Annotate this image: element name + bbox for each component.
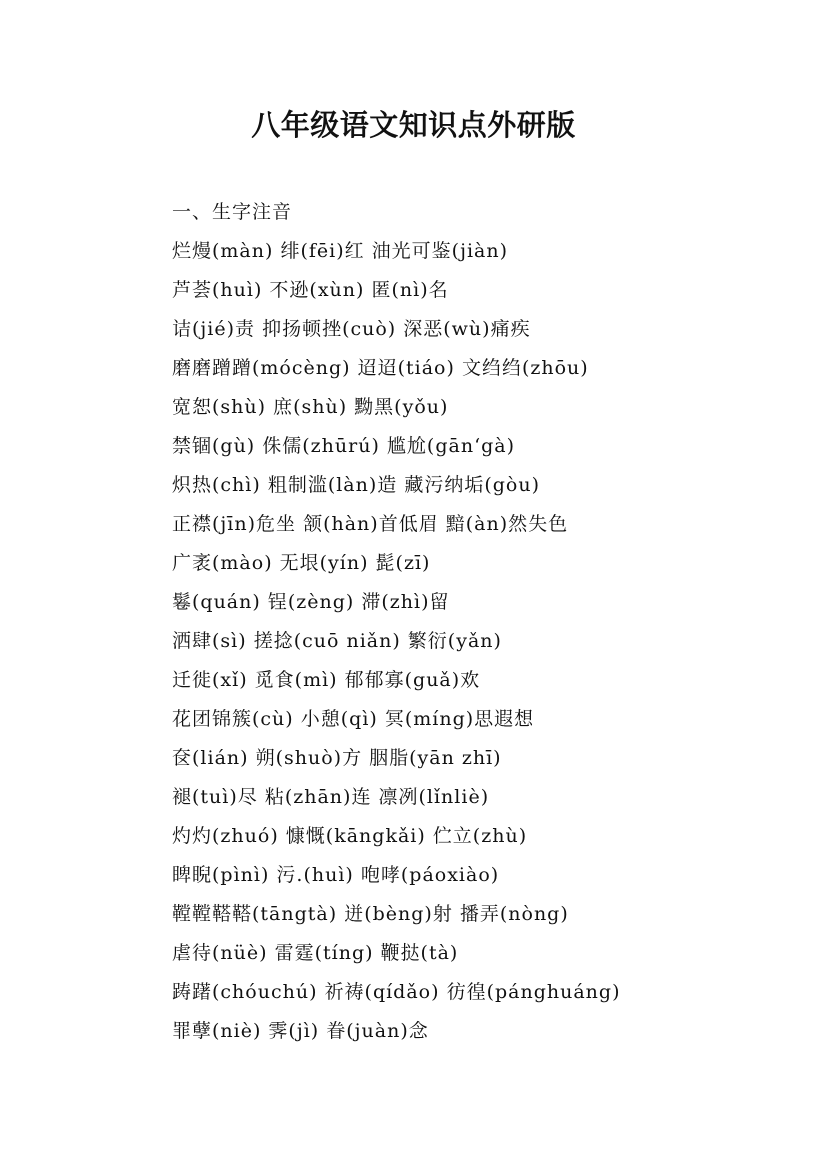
vocab-line: 踌躇(chóuchú) 祈祷(qídǎo) 彷徨(pánghuáng) [172, 981, 621, 1003]
vocab-line: 睥睨(pìnì) 污.(huì) 咆哮(páoxiào) [172, 864, 500, 886]
vocab-line: 虐待(nüè) 雷霆(tíng) 鞭挞(tà) [172, 942, 459, 964]
section-heading: 一、生字注音 [172, 201, 293, 223]
document-body [172, 197, 792, 1055]
vocab-line: 烂熳(màn) 绯(fēi)红 油光可鉴(jiàn) [172, 240, 509, 262]
vocab-list [172, 236, 792, 1055]
vocab-line: 洒肆(sì) 搓捻(cuō niǎn) 繁衍(yǎn) [172, 630, 502, 652]
vocab-line: 正襟(jīn)危坐 颔(hàn)首低眉 黯(àn)然失色 [172, 513, 569, 535]
vocab-line: 鬈(quán) 锃(zèng) 滞(zhì)留 [172, 591, 450, 613]
vocab-line: 褪(tuì)尽 粘(zhān)连 凛冽(lǐnliè) [172, 786, 490, 808]
vocab-line: 奁(lián) 朔(shuò)方 胭脂(yān zhī) [172, 747, 502, 769]
document-title: 八年级语文知识点外研版 [251, 108, 576, 142]
vocab-line: 花团锦簇(cù) 小憩(qì) 冥(míng)思遐想 [172, 708, 535, 730]
vocab-line: 广袤(mào) 无垠(yín) 髭(zī) [172, 552, 431, 574]
vocab-line: 灼灼(zhuó) 慷慨(kāngkǎi) 伫立(zhù) [172, 825, 528, 847]
vocab-line: 炽热(chì) 粗制滥(làn)造 藏污纳垢(gòu) [172, 474, 540, 496]
vocab-line: 宽恕(shù) 庶(shù) 黝黑(yǒu) [172, 396, 449, 418]
vocab-line: 禁锢(gù) 侏儒(zhūrú) 尴尬(gān‘gà) [172, 435, 516, 457]
vocab-line: 罪孽(niè) 霁(jì) 眷(juàn)念 [172, 1020, 429, 1042]
vocab-line: 鞺鞺鞳鞳(tāngtà) 迸(bèng)射 播弄(nòng) [172, 903, 569, 925]
vocab-line: 磨磨蹭蹭(mócèng) 迢迢(tiáo) 文绉绉(zhōu) [172, 357, 589, 379]
vocab-line: 迁徙(xǐ) 觅食(mì) 郁郁寡(guǎ)欢 [172, 669, 481, 691]
vocab-line: 诘(jié)责 抑扬顿挫(cuò) 深恶(wù)痛疾 [172, 318, 531, 340]
vocab-line: 芦荟(huì) 不逊(xùn) 匿(nì)名 [172, 279, 449, 301]
